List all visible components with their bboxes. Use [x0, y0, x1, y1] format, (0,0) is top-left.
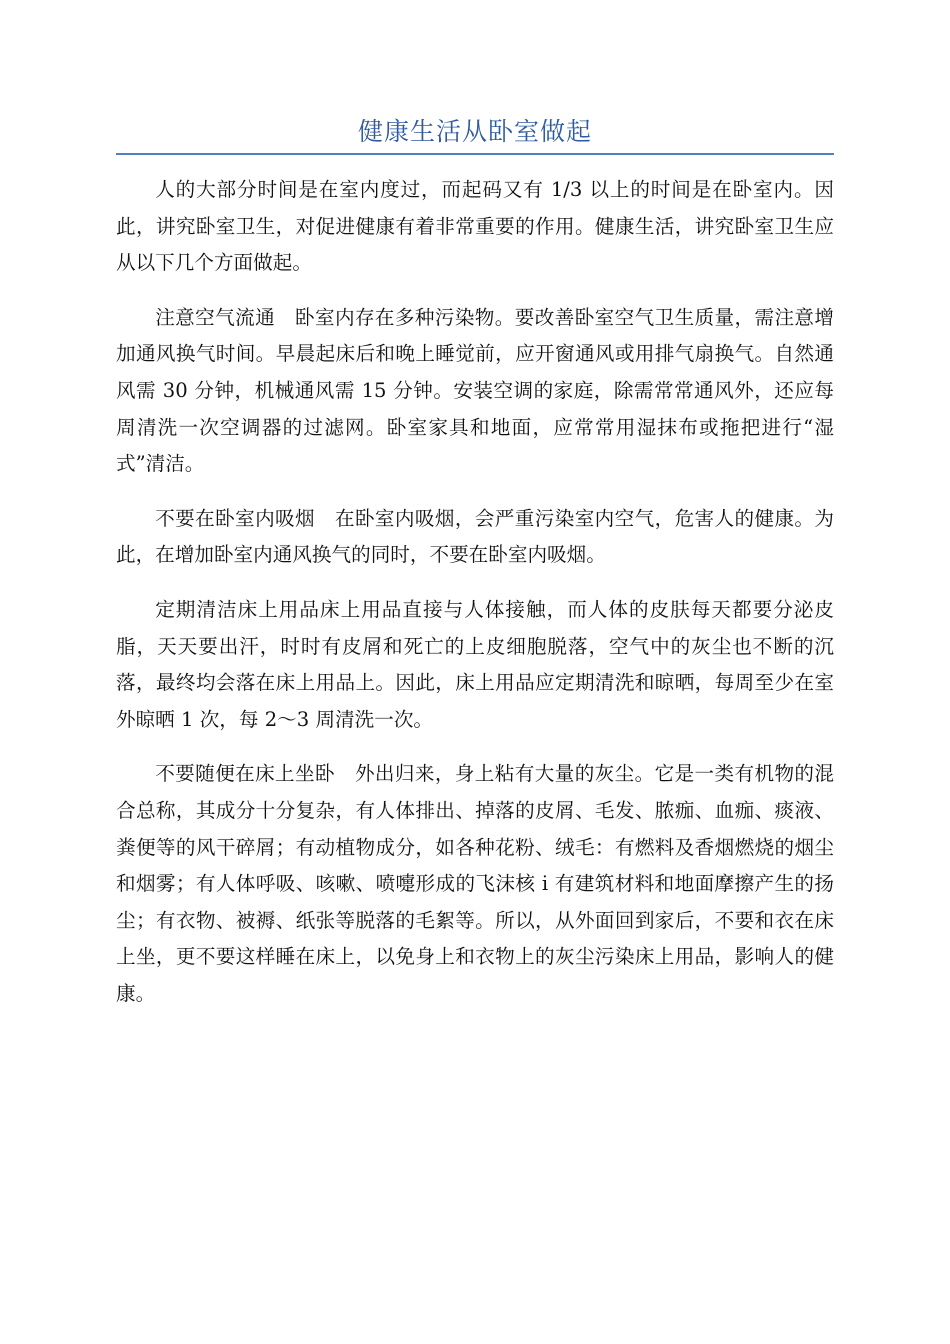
paragraph-no-smoking: 不要在卧室内吸烟 在卧室内吸烟，会严重污染室内空气，危害人的健康。为此，在增加卧室内通风换气的同时，不要在卧室内吸烟。: [116, 506, 834, 567]
paragraph-no-sitting-on-bed: 不要随便在床上坐卧 外出归来，身上粘有大量的灰尘。它是一类有机物的混合总称，其成分十分复杂，有人体排出、掉落的皮屑、毛发、脓痂、血痂、痰液、粪便等的风干碎屑；有动植物成分，如各种花粉、绒毛：有燃料及香烟燃烧的烟尘和烟雾；有人体呼吸、咳嗽、喷嚏形成的飞沫核 i 有建筑材料和地面摩擦产生的扬尘；有衣物、被褥、纸张等脱落的毛絮等。所以，从外面回到家后，不要和衣在床上坐，更不要这样睡在床上，以免身上和衣物上的灰尘污染床上用品，影响人的健康。: [116, 762, 834, 1005]
paragraph-clean-bedding: 定期清洁床上用品床上用品直接与人体接触，而人体的皮肤每天都要分泌皮脂，天天要出汗，时时有皮屑和死亡的上皮细胞脱落，空气中的灰尘也不断的沉落，最终均会落在床上用品上。因此，床上用品应定期清洗和晾晒，每周至少在室外晾晒 1 次，每 2～3 周清洗一次。: [116, 597, 834, 731]
document-body: [116, 172, 834, 1030]
title-underline-divider: [116, 153, 834, 155]
paragraph-air-circulation: 注意空气流通 卧室内存在多种污染物。要改善卧室空气卫生质量，需注意增加通风换气时间。早晨起床后和晚上睡觉前，应开窗通风或用排气扇换气。自然通风需 30 分钟，机械通风需 15 分钟。安装空调的家庭，除需常常通风外，还应每周清洗一次空调器的过滤网。卧室家具和地面，应常常用湿抹布或拖把进行“湿式”清洁。: [116, 305, 834, 476]
document-title: 健康生活从卧室做起: [357, 117, 592, 146]
paragraph-intro: 人的大部分时间是在室内度过，而起码又有 1/3 以上的时间是在卧室内。因此，讲究卧室卫生，对促进健康有着非常重要的作用。健康生活，讲究卧室卫生应从以下几个方面做起。: [116, 178, 834, 275]
